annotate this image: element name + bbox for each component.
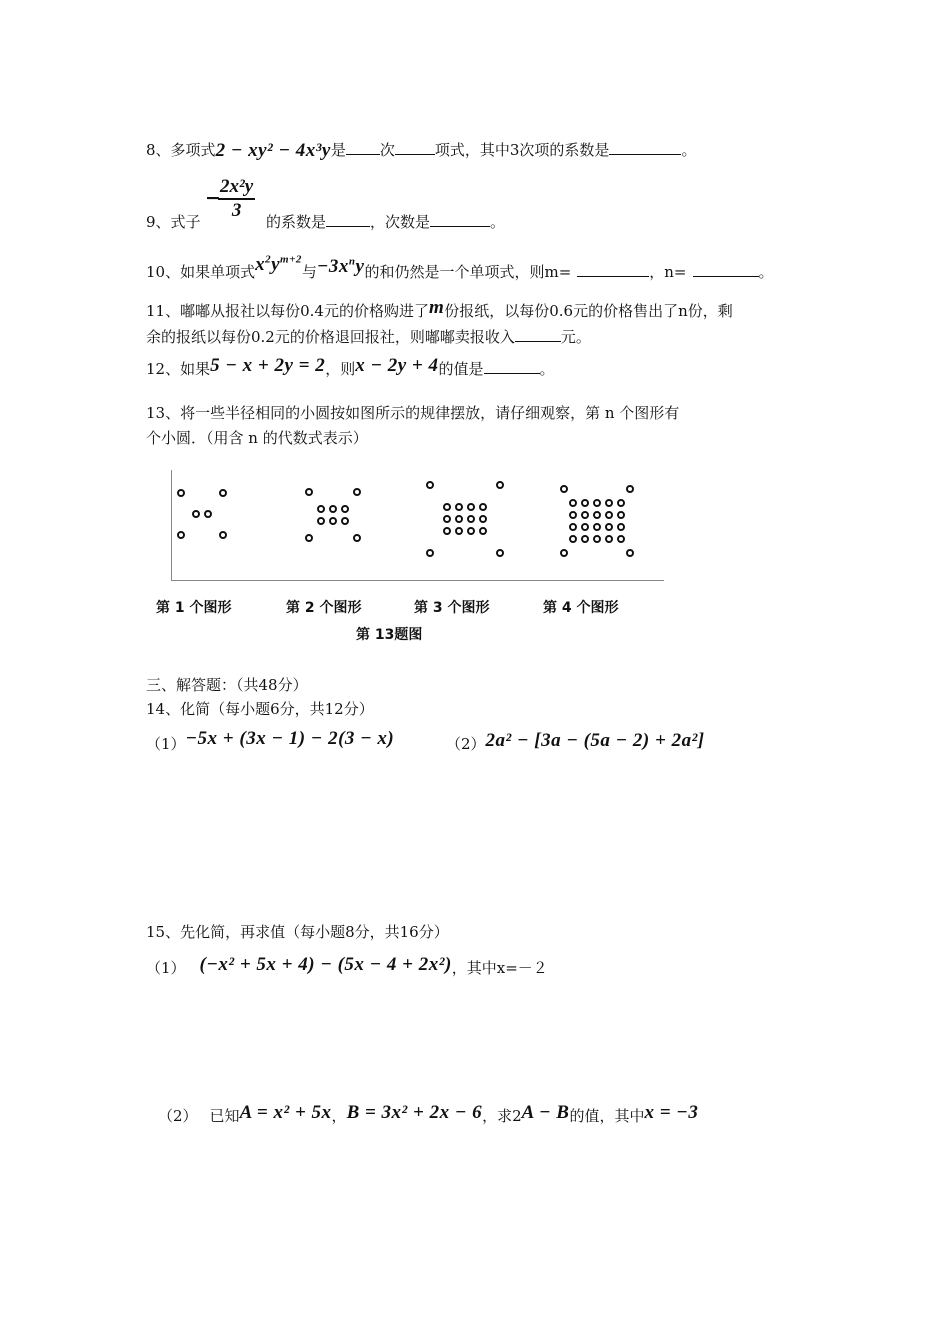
- q15-part2-label: （2）: [158, 1107, 198, 1125]
- inner-circle: [582, 512, 588, 518]
- q14-part2-expression: 2a² − [3a − (5a − 2) + 2a²]: [485, 730, 705, 751]
- corner-circle: [497, 482, 503, 488]
- q9-minus: −: [205, 187, 221, 209]
- corner-circle: [561, 486, 567, 492]
- q11-text: 嘟嘟从报社以每份0.4元的价格购进了: [180, 302, 429, 320]
- inner-circle: [606, 500, 612, 506]
- inner-circle: [594, 512, 600, 518]
- q11-number: 11、: [146, 302, 181, 320]
- inner-circle: [468, 528, 474, 534]
- figure-1: [178, 490, 226, 538]
- inner-circle: [570, 536, 576, 542]
- corner-circle: [627, 486, 633, 492]
- inner-circle: [318, 518, 324, 524]
- inner-circle: [480, 504, 486, 510]
- q12-equation: 5 − x + 2y = 2: [210, 355, 326, 376]
- question-13-line2: 个小圆．（用含 n 的代数式表示）: [146, 429, 368, 447]
- inner-circle: [318, 506, 324, 512]
- question-13-line1: 13、将一些半径相同的小圆按如图所示的规律摆放，请仔细观察，第 n 个图形有: [146, 404, 680, 422]
- inner-circle: [444, 504, 450, 510]
- q11-text: 余的报纸以每份0.2元的价格退回报社，则嘟嘟卖报收入: [146, 328, 515, 346]
- corner-circle: [497, 550, 503, 556]
- question-14-part-2: [446, 730, 705, 755]
- inner-circle: [594, 536, 600, 542]
- q15-definition-b: B = 3x² + 2x − 6: [346, 1102, 483, 1123]
- inner-circle: [606, 536, 612, 542]
- q9-text: 式子: [170, 213, 201, 231]
- section-3-heading: 三、解答题：（共48分）: [146, 676, 308, 694]
- corner-circle: [178, 490, 184, 496]
- inner-circle: [570, 512, 576, 518]
- q15-target-expression: A − B: [521, 1102, 570, 1123]
- inner-circle: [570, 500, 576, 506]
- q8-polynomial: 2 − xy² − 4x³y: [215, 140, 331, 161]
- q15-text: ，: [331, 1107, 347, 1125]
- inner-circle: [456, 504, 462, 510]
- q10-text: 。: [758, 263, 774, 281]
- q15-part1-label: （1）: [146, 959, 186, 977]
- corner-circle: [220, 490, 226, 496]
- q8-text: 次: [379, 141, 395, 159]
- inner-circle: [618, 500, 624, 506]
- inner-circle: [444, 516, 450, 522]
- q15-text: 已知: [209, 1107, 240, 1125]
- question-15-part-1: [146, 954, 548, 979]
- q10-monomial-2: $-3x^ny$: [316, 255, 365, 277]
- figure-2: [306, 489, 360, 541]
- q15-definition-a: A = x² + 5x: [239, 1102, 332, 1123]
- q10-number: 10、: [146, 263, 181, 281]
- inner-circle: [594, 500, 600, 506]
- q10-text: 与: [301, 263, 317, 281]
- figure-label-4: 第 4 个图形: [543, 600, 619, 616]
- q12-text: 。: [539, 360, 555, 378]
- inner-circle: [342, 506, 348, 512]
- q12-number: 12、: [146, 360, 181, 378]
- inner-circle: [606, 512, 612, 518]
- inner-circle: [570, 524, 576, 530]
- inner-circle: [468, 504, 474, 510]
- q9-text: 。: [490, 213, 506, 231]
- q15-part1-condition: ，其中x=－２: [451, 959, 548, 977]
- figure-3: [427, 482, 503, 556]
- circle-pattern-figures: [0, 0, 950, 620]
- corner-circle: [306, 489, 312, 495]
- corner-circle: [627, 550, 633, 556]
- q11-text: 份报纸，以每份0.6元的价格售出了n份，剩: [444, 302, 733, 320]
- inner-circle: [618, 524, 624, 530]
- q15-part1-expression: (−x² + 5x + 4) − (5x − 4 + 2x²): [199, 954, 452, 975]
- figure-label-2: 第 2 个图形: [286, 600, 362, 616]
- q9-text: 的系数是: [266, 213, 327, 231]
- q9-numerator: 2x²y: [218, 176, 255, 200]
- inner-circle: [342, 518, 348, 524]
- q8-text: 多项式: [170, 141, 216, 159]
- q11-variable-m: m: [428, 297, 445, 318]
- q8-text: 项式，其中3次项的系数是: [434, 141, 610, 159]
- corner-circle: [561, 550, 567, 556]
- q10-text: 如果单项式: [180, 263, 256, 281]
- q14-part1-label: （1）: [146, 735, 186, 753]
- q9-text: ，次数是: [370, 213, 431, 231]
- inner-circle: [582, 536, 588, 542]
- inner-circle: [330, 506, 336, 512]
- q15-x-value: x = −3: [644, 1102, 699, 1123]
- question-15-title: 15、先化简，再求值（每小题8分，共16分）: [146, 923, 449, 941]
- question-14-part-1: [146, 728, 395, 755]
- inner-circle: [480, 516, 486, 522]
- q15-text: 的值，其中: [569, 1107, 645, 1125]
- inner-circle: [582, 524, 588, 530]
- q8-text: 是: [330, 141, 346, 159]
- circle-pattern-svg: [0, 0, 950, 620]
- q10-monomial-1: $x^2y^{m+2}$: [255, 253, 302, 275]
- inner-circle: [480, 528, 486, 534]
- q12-text: 的值是: [438, 360, 484, 378]
- corner-circle: [354, 489, 360, 495]
- q8-number: 8、: [146, 141, 171, 159]
- question-14-title: 14、化简（每小题6分，共12分）: [146, 700, 374, 718]
- inner-circle: [606, 524, 612, 530]
- inner-circle: [456, 528, 462, 534]
- inner-circle: [444, 528, 450, 534]
- figure-label-3: 第 3 个图形: [414, 600, 490, 616]
- inner-circle: [205, 511, 211, 517]
- q9-number: 9、: [146, 213, 171, 231]
- corner-circle: [178, 532, 184, 538]
- figure-4: [561, 486, 633, 556]
- inner-circle: [582, 500, 588, 506]
- q12-expression: x − 2y + 4: [355, 355, 439, 376]
- q15-text: ，求2: [482, 1107, 522, 1125]
- q12-text: 如果: [180, 360, 211, 378]
- figure-caption: 第 13题图: [356, 627, 423, 643]
- q14-part2-label: （2）: [446, 735, 486, 753]
- inner-circle: [594, 524, 600, 530]
- q14-part1-expression: −5x + (3x − 1) − 2(3 − x): [185, 728, 395, 749]
- corner-circle: [354, 535, 360, 541]
- inner-circle: [468, 516, 474, 522]
- inner-circle: [456, 516, 462, 522]
- corner-circle: [306, 535, 312, 541]
- question-15-part-2: [158, 1102, 699, 1127]
- corner-circle: [427, 482, 433, 488]
- q9-denominator: 3: [231, 200, 242, 221]
- figure-label-1: 第 1 个图形: [156, 600, 232, 616]
- inner-circle: [618, 536, 624, 542]
- corner-circle: [220, 532, 226, 538]
- q12-text: ，则: [325, 360, 356, 378]
- inner-circle: [330, 518, 336, 524]
- q11-text: 元。: [560, 328, 591, 346]
- inner-circle: [618, 512, 624, 518]
- q10-text: 的和仍然是一个单项式，则m=: [364, 263, 572, 281]
- q10-text: ，n=: [649, 263, 687, 281]
- corner-circle: [427, 550, 433, 556]
- q8-text: 。: [681, 141, 697, 159]
- inner-circle: [193, 511, 199, 517]
